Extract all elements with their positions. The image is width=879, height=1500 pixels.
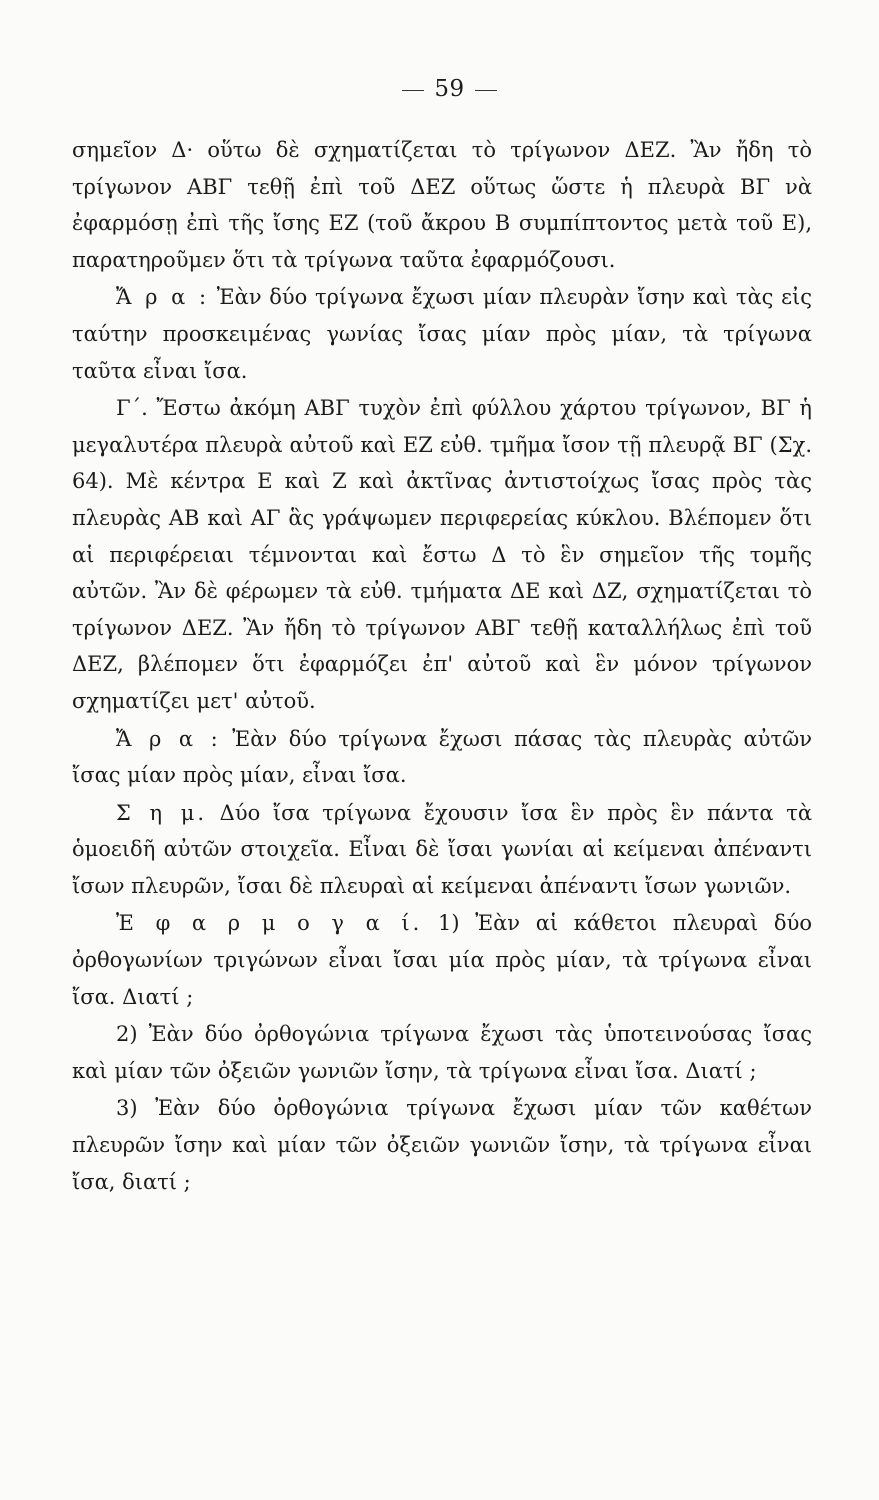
paragraph-lead: Ἐ φ α ρ μ ο γ α ί. xyxy=(116,911,423,936)
paragraph-text: 3) Ἐὰν δύο ὀρθογώνια τρίγωνα ἔχωσι μίαν τῶν καθέτων πλευρῶν ἴσην καὶ μίαν τῶν ὀξειῶν γωνιῶν ἴσην, τὰ τρίγωνα εἶναι ἴσα, διατί ; xyxy=(72,1096,812,1194)
paragraph-continuation xyxy=(72,132,812,278)
paragraph-text: σημεῖον Δ· οὕτω δὲ σχηματίζεται τὸ τρίγωνον ΔΕΖ. Ἂν ἤδη τὸ τρίγωνον ΑΒΓ τεθῇ ἐπὶ τοῦ ΔΕΖ οὕτως ὥστε ἡ πλευρὰ ΒΓ νὰ ἐφαρμόσῃ ἐπὶ τῆς ἴσης ΕΖ (τοῦ ἄκρου Β συμπίπτοντος μετὰ τοῦ Ε), παρατηροῦμεν ὅτι τὰ τρίγωνα ταῦτα ἐφαρμόζουσι. xyxy=(72,138,812,272)
page-number-value: 59 xyxy=(434,76,465,102)
paragraph-text: 2) Ἐὰν δύο ὀρθογώνια τρίγωνα ἔχωσι τὰς ὑποτεινούσας ἴσας καὶ μίαν τῶν ὀξειῶν γωνιῶν ἴσην, τὰ τρίγωνα εἶναι ἴσα. Διατί ; xyxy=(72,1022,812,1083)
paragraph-note xyxy=(72,795,812,905)
paragraph-text: Ἐὰν δύο τρίγωνα ἔχωσι πάσας τὰς πλευρὰς αὐτῶν ἴσας μίαν πρὸς μίαν, εἶναι ἴσα. xyxy=(72,726,812,788)
paragraph-lead: Ἄ ρ α : xyxy=(116,726,221,751)
paragraph-text: Ἐὰν δύο τρίγωνα ἔχωσι μίαν πλευρὰν ἴσην καὶ τὰς εἰς ταύτην προσκειμένας γωνίας ἴσας μίαν πρὸς μίαν, τὰ τρίγωνα ταῦτα εἶναι ἴσα. xyxy=(72,285,812,383)
paragraph-applications-3 xyxy=(72,1090,812,1200)
paragraph-applications-2 xyxy=(72,1016,812,1089)
page-number xyxy=(0,76,879,102)
paragraph-text: Δύο ἴσα τρίγωνα ἔχουσιν ἴσα ἓν πρὸς ἓν πάντα τὰ ὁμοειδῆ αὐτῶν στοιχεῖα. Εἶναι δὲ ἴσαι γωνίαι αἱ κείμεναι ἀπέναντι ἴσων πλευρῶν, ἴσαι δὲ πλευραὶ αἱ κείμεναι ἀπέναντι ἴσων γωνιῶν. xyxy=(72,800,812,898)
page-number-left-dash xyxy=(402,90,424,91)
paragraph-case-gamma xyxy=(72,390,812,719)
paragraph-text: 1) Ἐὰν αἱ κάθετοι πλευραὶ δύο ὀρθογωνίων τριγώνων εἶναι ἴσαι μία πρὸς μίαν, τὰ τρίγωνα εἶναι ἴσα. Διατί ; xyxy=(72,911,812,1009)
page-body xyxy=(72,132,812,1200)
page-number-right-dash xyxy=(475,90,497,91)
paragraph-conclusion-sss xyxy=(72,721,812,794)
paragraph-applications-1 xyxy=(72,905,812,1015)
paragraph-lead: Ἄ ρ α : xyxy=(116,285,210,310)
paragraph-text: Γ΄. Ἔστω ἀκόμη ΑΒΓ τυχὸν ἐπὶ φύλλου χάρτου τρίγωνον, ΒΓ ἡ μεγαλυτέρα πλευρὰ αὐτοῦ καὶ ΕΖ εὐθ. τμῆμα ἴσον τῇ πλευρᾷ ΒΓ (Σχ. 64). Μὲ κέντρα Ε καὶ Ζ καὶ ἀκτῖνας ἀντιστοίχως ἴσας πρὸς τὰς πλευρὰς ΑΒ καὶ ΑΓ ἃς γράψωμεν περιφερείας κύκλου. Βλέπομεν ὅτι αἱ περιφέρειαι τέμνονται καὶ ἔστω Δ τὸ ἓν σημεῖον τῆς τομῆς αὐτῶν. Ἂν δὲ φέρωμεν τὰ εὐθ. τμήματα ΔΕ καὶ ΔΖ, σχηματίζεται τὸ τρίγωνον ΔΕΖ. Ἂν ἤδη τὸ τρίγωνον ΑΒΓ τεθῇ καταλλήλως ἐπὶ τοῦ ΔΕΖ, βλέπομεν ὅτι ἐφαρμόζει ἐπ' αὐτοῦ καὶ ἓν μόνον τρίγωνον σχηματίζει μετ' αὐτοῦ. xyxy=(72,396,812,713)
paragraph-conclusion-asa xyxy=(72,279,812,389)
paragraph-lead: Σ η μ. xyxy=(116,800,208,825)
